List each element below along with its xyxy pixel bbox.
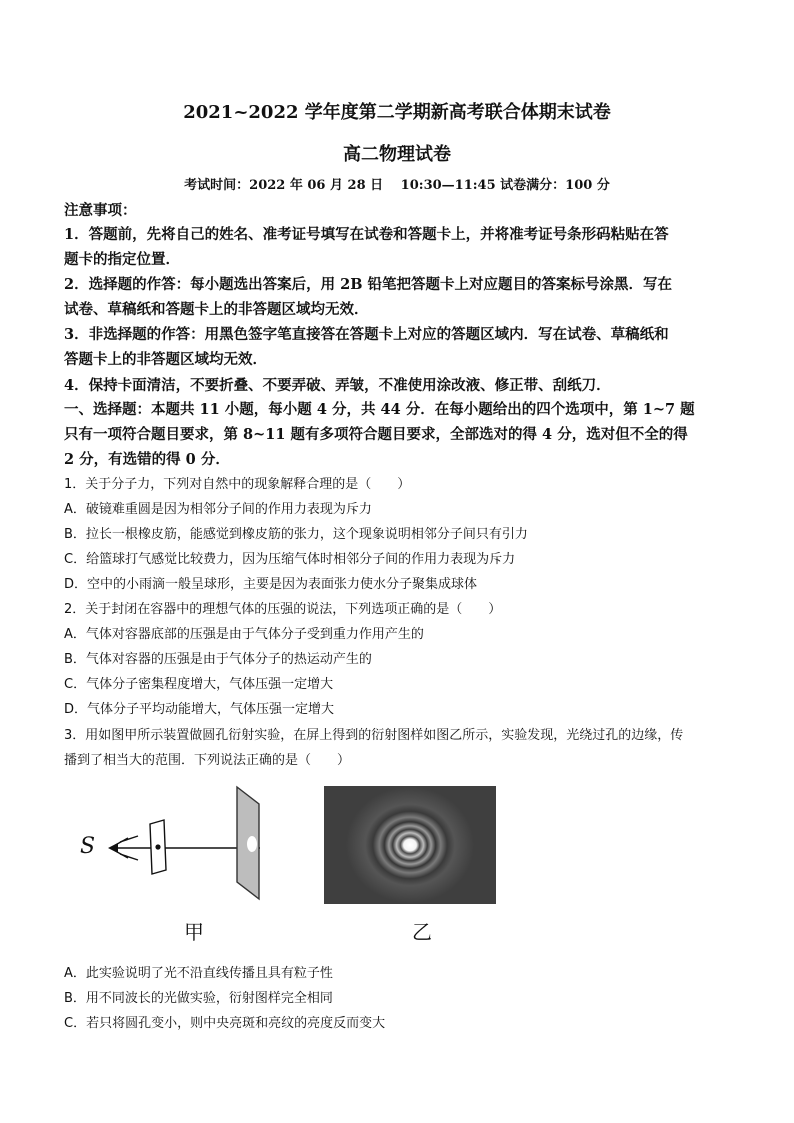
source-label: S	[80, 834, 96, 859]
diffraction-pattern-rings	[346, 787, 474, 903]
figure-label-jia: 甲	[184, 920, 204, 944]
diffraction-figure	[72, 782, 532, 947]
question-3-stem: 3．用如图甲所示装置做圆孔衍射实验，在屏上得到的衍射图样如图乙所示，实验发现，光绕过孔的边缘，传	[64, 728, 684, 743]
exam-subtitle: 高二物理试卷	[343, 144, 451, 165]
question-1-option-b: B．拉长一根橡皮筋，能感觉到橡皮筋的张力，这个现象说明相邻分子间只有引力	[64, 527, 528, 542]
diffraction-apparatus-diagram	[72, 782, 532, 947]
notes-line: 4．保持卡面清洁，不要折叠、不要弄破、弄皱，不准使用涂改液、修正带、刮纸刀．	[64, 377, 611, 394]
question-1-option-c: C．给篮球打气感觉比较费力，因为压缩气体时相邻分子间的作用力表现为斥力	[64, 552, 516, 567]
question-1-stem: 1．关于分子力，下列对自然中的现象解释合理的是（ ）	[64, 477, 411, 492]
notes-line: 试卷、草稿纸和答题卡上的非答题区域均无效．	[64, 301, 369, 318]
arrow-head	[108, 843, 118, 853]
exam-info: 考试时间：2022 年 06 月 28 日 10:30—11:45 试卷满分：100 分	[184, 178, 610, 193]
notes-line: 1．答题前，先将自己的姓名、准考证号填写在试卷和答题卡上，并将准考证号条形码粘贴在答	[64, 226, 669, 243]
section-instructions: 只有一项符合题目要求，第 8~11 题有多项符合题目要求，全部选对的得 4 分，选对但不全的得	[64, 426, 688, 443]
question-1-option-a: A．破镜难重圆是因为相邻分子间的作用力表现为斥力	[64, 502, 372, 517]
question-3-option-b: B．用不同波长的光做实验，衍射图样完全相同	[64, 991, 333, 1006]
figure-label-yi: 乙	[412, 920, 432, 944]
section-instructions: 2 分，有选错的得 0 分．	[64, 451, 230, 468]
question-3-option-c: C．若只将圆孔变小，则中央亮斑和亮纹的亮度反而变大	[64, 1016, 386, 1031]
question-1-option-d: D．空中的小雨滴一般呈球形，主要是因为表面张力使水分子聚集成球体	[64, 577, 478, 592]
question-3-stem: 播到了相当大的范围．下列说法正确的是（ ）	[64, 753, 351, 768]
notes-line: 2．选择题的作答：每小题选出答案后，用 2B 铅笔把答题卡上对应题目的答案标号涂黑．写在	[64, 276, 673, 293]
question-2-option-a: A．气体对容器底部的压强是由于气体分子受到重力作用产生的	[64, 627, 424, 642]
section-instructions: 一、选择题：本题共 11 小题，每小题 4 分，共 44 分．在每小题给出的四个选项中，第 1~7 题	[64, 401, 695, 418]
question-2-stem: 2．关于封闭在容器中的理想气体的压强的说法，下列选项正确的是（ ）	[64, 602, 502, 617]
notes-heading: 注意事项：	[64, 202, 137, 219]
notes-line: 3．非选择题的作答：用黑色签字笔直接答在答题卡上对应的答题区域内．写在试卷、草稿纸和	[64, 326, 669, 343]
question-2-option-d: D．气体分子平均动能增大，气体压强一定增大	[64, 702, 335, 717]
question-2-option-c: C．气体分子密集程度增大，气体压强一定增大	[64, 677, 334, 692]
notes-line: 题卡的指定位置．	[64, 251, 180, 268]
notes-line: 答题卡上的非答题区域均无效．	[64, 351, 267, 368]
question-3-option-a: A．此实验说明了光不沿直线传播且具有粒子性	[64, 966, 333, 981]
screen-bright-spot	[247, 836, 257, 852]
exam-title: 2021~2022 学年度第二学期新高考联合体期末试卷	[183, 102, 611, 123]
question-2-option-b: B．气体对容器的压强是由于气体分子的热运动产生的	[64, 652, 372, 667]
aperture-hole	[155, 844, 160, 849]
